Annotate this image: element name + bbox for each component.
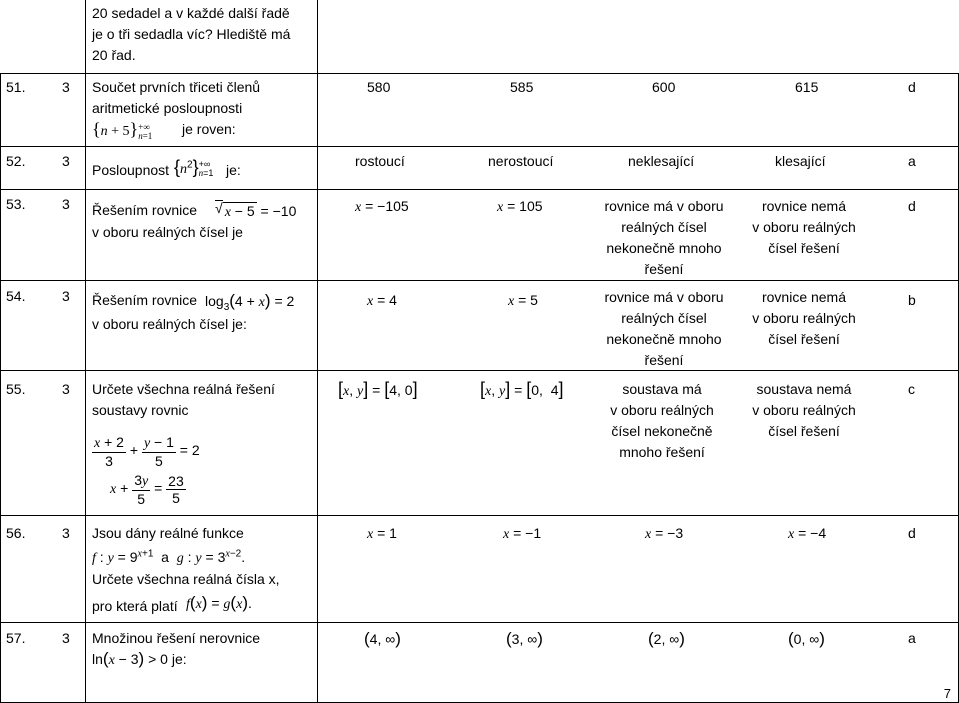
- answer-key: d: [908, 79, 916, 95]
- option-line: soustava má: [622, 381, 702, 397]
- option-line: rovnice nemá: [761, 289, 847, 305]
- math-equation: √ x − 5 = −10: [215, 200, 297, 220]
- option-a: x = 1: [367, 525, 397, 542]
- row-divider: [0, 370, 959, 371]
- col-divider: [317, 0, 318, 703]
- col-divider: [85, 73, 86, 703]
- question-number: 56.: [6, 525, 26, 541]
- option-d: (0, ∞): [788, 629, 825, 648]
- option-a: (4, ∞): [364, 629, 401, 648]
- table-left-border: [0, 73, 1, 703]
- row-divider: [0, 73, 959, 74]
- option-line: soustava nemá: [756, 381, 852, 397]
- option-a: rostoucí: [355, 153, 405, 169]
- math-sequence: {n + 5}+∞ n=1: [92, 119, 153, 141]
- option-b: x = −1: [503, 525, 542, 542]
- option-line: v oboru reálných: [752, 219, 856, 235]
- option-c: neklesající: [628, 153, 695, 169]
- option-d: klesající: [775, 153, 826, 169]
- question-text: Řešením rovnice: [92, 292, 198, 308]
- function-equality: f(x) = g(x).: [186, 593, 252, 612]
- option-line: rovnice má v oboru: [604, 289, 724, 305]
- answer-key: a: [908, 153, 916, 169]
- answer-key: b: [908, 292, 916, 308]
- question-text: je:: [226, 162, 241, 178]
- row-divider: [0, 189, 959, 190]
- question-number: 54.: [6, 288, 26, 304]
- option-line: čísel řešení: [768, 331, 840, 347]
- option-line: v oboru reálných: [610, 402, 714, 418]
- option-line: čísel řešení: [768, 240, 840, 256]
- row-divider: [0, 622, 959, 623]
- function-definitions: f : $y = 9^{x+1}$ a g : $y = 3^{x-2}$.: [92, 548, 246, 566]
- question-text: je roven:: [182, 121, 236, 137]
- option-d: [730, 379, 878, 442]
- question-text: je o tři sedadla víc? Hlediště má: [92, 26, 291, 42]
- option-line: rovnice nemá: [761, 198, 847, 214]
- option-d: 615: [795, 79, 819, 95]
- question-text: pro která platí: [92, 598, 178, 614]
- option-line: reálných čísel: [621, 219, 707, 235]
- question-number: 51.: [6, 79, 26, 95]
- option-c: (2, ∞): [648, 629, 685, 648]
- option-a: [x, y] = [4, 0]: [338, 379, 418, 399]
- question-text: aritmetické posloupnosti: [92, 100, 243, 116]
- row-divider: [0, 146, 959, 147]
- equation-2: x + $\frac{3y}{5}$ = $\frac{23}{5}$: [110, 472, 184, 507]
- option-line: řešení: [644, 352, 684, 368]
- question-number: 57.: [6, 630, 26, 646]
- question-points: 3: [62, 196, 70, 212]
- question-text: Posloupnost: [92, 162, 170, 178]
- option-line: čísel nekonečně: [611, 423, 713, 439]
- question-text: Součet prvních třiceti členů: [92, 79, 261, 95]
- answer-key: d: [908, 198, 916, 214]
- question-text: Určete všechna reálná čísla x,: [92, 571, 280, 587]
- option-d: x = −4: [788, 525, 827, 542]
- question-text: v oboru reálných čísel je: [92, 224, 243, 240]
- option-b: [x, y] = [0, 4]: [480, 379, 564, 399]
- question-text: Řešením rovnice: [92, 202, 198, 218]
- question-text: v oboru reálných čísel je:: [92, 316, 247, 332]
- option-c: [590, 196, 738, 280]
- option-a: x = 4: [367, 292, 397, 309]
- option-c: 600: [652, 79, 676, 95]
- question-points: 3: [62, 525, 70, 541]
- answer-key: a: [908, 630, 916, 646]
- question-text: je:: [171, 651, 187, 667]
- option-line: mnoho řešení: [619, 444, 705, 460]
- question-text: Množinou řešení nerovnice: [92, 630, 261, 646]
- row-divider: [0, 280, 959, 281]
- question-number: 53.: [6, 196, 26, 212]
- question-points: 3: [62, 288, 70, 304]
- option-c: x = −3: [645, 525, 684, 542]
- math-equation: $\log_3(4 + x) = 2$: [205, 291, 295, 313]
- option-line: rovnice má v oboru: [604, 198, 724, 214]
- option-line: řešení: [644, 261, 684, 277]
- page-number: 7: [943, 686, 951, 701]
- inequality: ln(x − 3) > 0 je:: [92, 649, 187, 668]
- option-b: x = 5: [508, 292, 538, 309]
- option-b: (3, ∞): [506, 629, 543, 648]
- option-d: [730, 287, 878, 350]
- question-text: Určete všechna reálná řešení: [92, 381, 275, 397]
- option-d: [730, 196, 878, 259]
- answer-key: d: [908, 525, 916, 541]
- question-text: 20 řad.: [92, 47, 136, 63]
- option-line: reálných čísel: [621, 310, 707, 326]
- answer-key: c: [908, 381, 915, 397]
- question-points: 3: [62, 381, 70, 397]
- table-left-border: [85, 0, 86, 73]
- question-points: 3: [62, 153, 70, 169]
- math-sequence: $\{n^2\}+\infty$ n=1: [174, 157, 214, 179]
- option-line: nekonečně mnoho: [606, 331, 722, 347]
- option-a: 580: [367, 79, 391, 95]
- option-line: čísel řešení: [768, 423, 840, 439]
- option-line: v oboru reálných: [752, 310, 856, 326]
- option-line: v oboru reálných: [752, 402, 856, 418]
- equation-1: $\frac{x + 2}{3}$ + $\frac{y - 1}{5}$ = 2: [94, 434, 200, 469]
- option-b: 585: [510, 79, 534, 95]
- question-text: 20 sedadel a v každé další řadě: [92, 5, 290, 21]
- question-points: 3: [62, 630, 70, 646]
- option-b: nerostoucí: [488, 153, 554, 169]
- question-number: 55.: [6, 381, 26, 397]
- question-number: 52.: [6, 153, 26, 169]
- question-points: 3: [62, 79, 70, 95]
- option-a: x = −105: [355, 198, 409, 215]
- question-text: Jsou dány reálné funkce: [92, 525, 244, 541]
- row-divider: [0, 515, 959, 516]
- option-c: [590, 287, 738, 371]
- option-b: x = 105: [497, 198, 543, 215]
- option-line: nekonečně mnoho: [606, 240, 722, 256]
- option-c: [588, 379, 736, 463]
- question-text: soustavy rovnic: [92, 402, 189, 418]
